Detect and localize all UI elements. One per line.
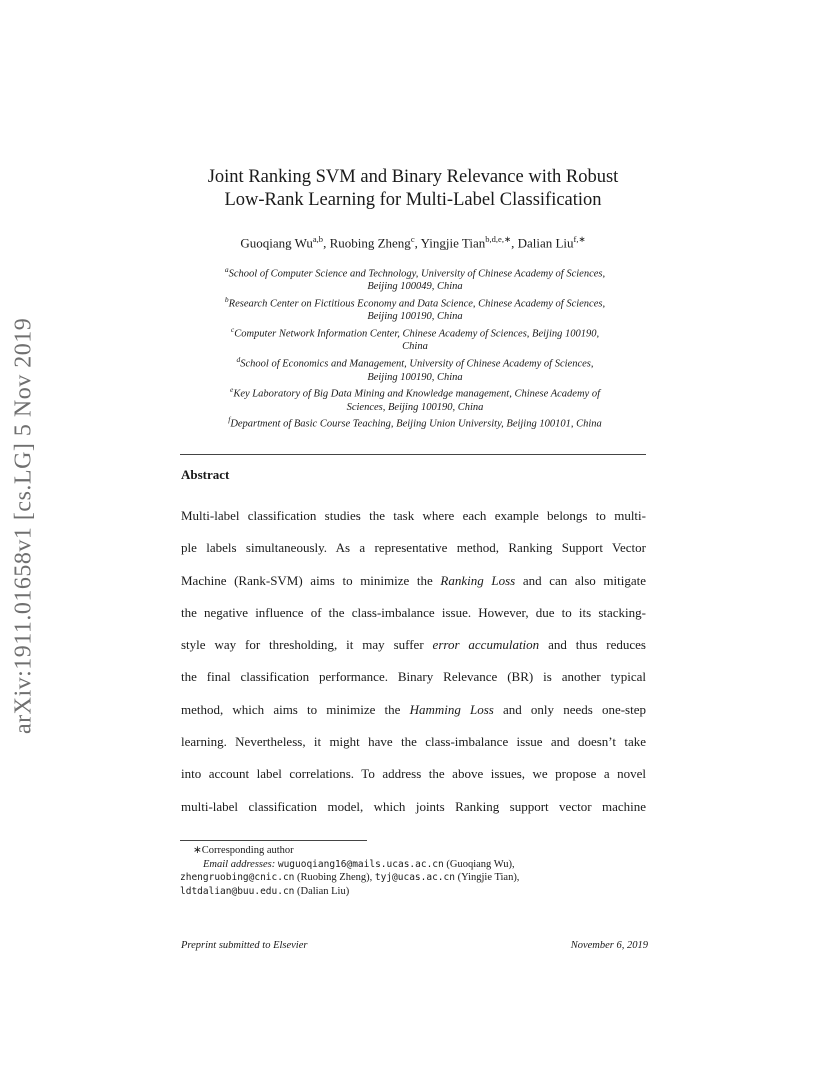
affiliation-mark: e — [229, 385, 234, 395]
author-separator: , — [511, 235, 518, 251]
abstract-text: into account label correlations. To address the above issues, we propose a novel — [181, 766, 646, 782]
abstract-line — [181, 500, 646, 532]
abstract-heading: Abstract — [181, 467, 230, 482]
email-line — [180, 871, 650, 885]
author-affiliation-marks: f,∗ — [573, 234, 586, 244]
author-name: Yingjie Tian — [420, 235, 486, 251]
affiliation-line: Beijing 100190, China — [367, 311, 463, 323]
affiliation-mark: a — [224, 265, 229, 274]
affiliation-line: Department of Basic Course Teaching, Beijing Union University, Beijing 100101, China — [230, 418, 602, 430]
affiliation-mark: f — [228, 415, 231, 425]
author-affiliation-marks: a,b — [312, 234, 324, 244]
abstract-emphasis: Hamming Loss — [409, 701, 494, 717]
email-address[interactable]: tyj@ucas.ac.cn — [374, 872, 455, 883]
abstract-line — [181, 629, 646, 661]
abstract-line — [181, 791, 646, 823]
author-separator: , — [323, 235, 330, 251]
affiliation-line: China — [402, 341, 428, 353]
abstract-text: ple labels simultaneously. As a representative method, Ranking Support Vector — [181, 540, 646, 556]
affiliation-line: School of Economics and Management, University of Chinese Academy of Sciences, — [240, 358, 594, 370]
email-line — [180, 858, 650, 872]
affiliation-entry — [172, 294, 658, 311]
abstract-text: the final classification performance. Binary Relevance (BR) is another typical — [181, 669, 646, 685]
corresponding-author-note: ∗Corresponding author — [193, 845, 294, 856]
abstract-body — [181, 500, 646, 823]
abstract-text: multi-label classification model, which joints Ranking support vector machine — [181, 798, 646, 814]
author-name: Guoqiang Wu — [240, 235, 313, 251]
abstract-text: the negative influence of the class-imbalance issue. However, due to its stacking- — [181, 604, 646, 620]
affiliation-entry — [172, 384, 658, 401]
affiliation-line: Sciences, Beijing 100190, China — [346, 401, 484, 413]
email-address[interactable]: zhengruobing@cnic.cn — [180, 872, 295, 883]
author-name: Ruobing Zheng — [329, 235, 411, 251]
title-line-1: Joint Ranking SVM and Binary Relevance with Robust — [207, 167, 619, 187]
email-owner: (Ruobing Zheng), — [294, 872, 375, 883]
email-label: Email addresses: — [203, 858, 276, 870]
abstract-emphasis: Ranking Loss — [440, 572, 516, 588]
affiliation-line: Beijing 100190, China — [367, 371, 463, 383]
abstract-text: style way for thresholding, it may suffer — [181, 637, 433, 653]
abstract-text: and can also mitigate — [515, 572, 647, 588]
preprint-date: November 6, 2019 — [570, 940, 648, 951]
email-owner: (Guoqiang Wu), — [443, 858, 515, 870]
footnote-divider — [180, 840, 367, 841]
author-affiliation-marks: b,d,e,∗ — [485, 234, 512, 244]
abstract-line — [181, 758, 646, 790]
affiliation-entry — [172, 354, 658, 371]
affiliation-line: Research Center on Fictitious Economy and Data Science, Chinese Academy of Sciences, — [228, 298, 606, 310]
abstract-text: learning. Nevertheless, it might have the class-imbalance issue and doesn’t take — [181, 734, 646, 750]
abstract-text: and only needs one-step — [493, 701, 646, 717]
affiliation-entry — [172, 414, 658, 431]
affiliation-mark: d — [236, 355, 241, 365]
affiliation-line: Key Laboratory of Big Data Mining and Knowledge management, Chinese Academy of — [233, 388, 601, 400]
abstract-line — [181, 597, 646, 629]
abstract-text: Machine (Rank-SVM) aims to minimize the — [181, 572, 441, 588]
abstract-line — [181, 661, 646, 693]
author-separator: , — [414, 235, 421, 251]
preprint-note: Preprint submitted to Elsevier — [181, 940, 308, 951]
affiliation-line: Computer Network Information Center, Chinese Academy of Sciences, Beijing 100190, — [234, 328, 600, 340]
affiliation-mark: c — [230, 325, 235, 335]
email-line — [180, 885, 650, 899]
arxiv-identifier-stamp: arXiv:1911.01658v1 [cs.LG] 5 Nov 2019 — [10, 317, 37, 735]
abstract-emphasis: error accumulation — [432, 637, 540, 653]
abstract-line — [181, 565, 646, 597]
abstract-text: Multi-label classification studies the task where each example belongs to multi- — [181, 508, 646, 523]
affiliation-entry — [172, 324, 658, 341]
email-owner: (Yingjie Tian), — [454, 872, 520, 883]
affiliation-entry — [172, 264, 658, 281]
footnotes — [180, 844, 650, 898]
abstract-line — [181, 726, 646, 758]
email-address[interactable]: ldtdalian@buu.edu.cn — [180, 885, 295, 897]
affiliation-mark: b — [224, 295, 229, 305]
email-owner: (Dalian Liu) — [294, 885, 350, 897]
abstract-divider — [180, 454, 646, 455]
abstract-text: and thus reduces — [539, 637, 646, 653]
title-line-2: Low-Rank Learning for Multi-Label Classification — [224, 190, 602, 210]
abstract-text: method, which aims to minimize the — [181, 701, 410, 717]
author-name: Dalian Liu — [517, 235, 574, 251]
email-address[interactable]: wuguoqiang16@mails.ucas.ac.cn — [277, 858, 444, 870]
paper-title — [170, 166, 656, 212]
author-list — [160, 234, 666, 251]
author-affiliation-marks: c — [410, 234, 415, 244]
abstract-line — [181, 532, 646, 564]
affiliations-block — [172, 264, 658, 432]
abstract-line — [181, 694, 646, 726]
affiliation-line: Beijing 100049, China — [367, 281, 463, 293]
affiliation-line: School of Computer Science and Technology, University of Chinese Academy of Sciences, — [228, 268, 606, 280]
